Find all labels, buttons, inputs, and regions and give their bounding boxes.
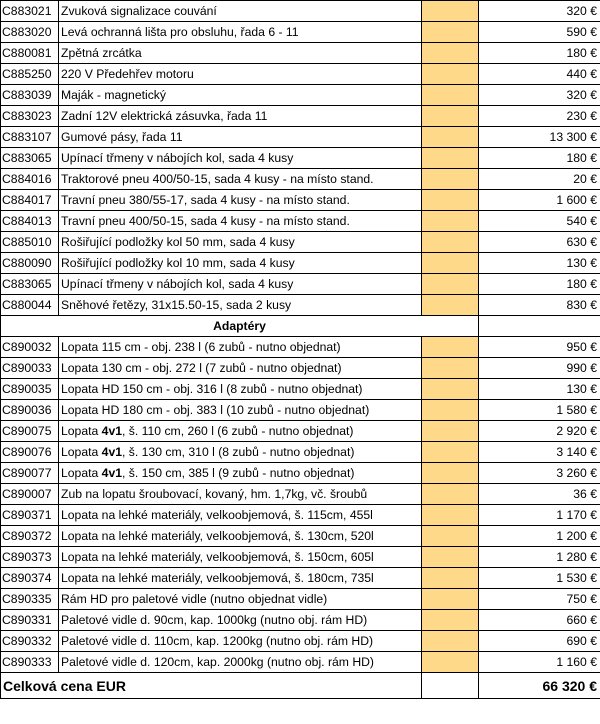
table-row xyxy=(1,190,600,211)
item-description: Zpětná zrcátka xyxy=(59,43,422,64)
table-row xyxy=(1,652,600,673)
section-row xyxy=(1,316,600,337)
table-row xyxy=(1,337,600,358)
item-description: Lopata na lehké materiály, velkoobjemová, š. 130cm, 520l xyxy=(59,526,422,547)
item-code: C883065 xyxy=(1,148,59,169)
item-code: C883021 xyxy=(1,1,59,22)
quantity-cell[interactable] xyxy=(422,169,479,190)
item-code: C890374 xyxy=(1,568,59,589)
item-code: C884017 xyxy=(1,190,59,211)
item-code: C890335 xyxy=(1,589,59,610)
table-row xyxy=(1,1,600,22)
item-description: Zadní 12V elektrická zásuvka, řada 11 xyxy=(59,106,422,127)
table-row xyxy=(1,127,600,148)
item-price: 36 € xyxy=(479,484,600,505)
item-description-suffix: , š. 150 cm, 385 l (9 zubů - nutno objednat) xyxy=(122,466,355,480)
table-row xyxy=(1,547,600,568)
table-row xyxy=(1,295,600,316)
item-description-bold: 4v1 xyxy=(101,424,123,438)
item-code: C883023 xyxy=(1,106,59,127)
table-row xyxy=(1,148,600,169)
item-description-prefix: Lopata xyxy=(61,466,102,480)
item-price: 130 € xyxy=(479,253,600,274)
item-price: 1 600 € xyxy=(479,190,600,211)
item-code: C880044 xyxy=(1,295,59,316)
item-price: 750 € xyxy=(479,589,600,610)
item-code: C884016 xyxy=(1,169,59,190)
table-row xyxy=(1,610,600,631)
quantity-cell[interactable] xyxy=(422,358,479,379)
adapters-list xyxy=(1,337,600,673)
quantity-cell[interactable] xyxy=(422,379,479,400)
item-price: 440 € xyxy=(479,64,600,85)
item-code: C880081 xyxy=(1,43,59,64)
table-row xyxy=(1,631,600,652)
item-description: Rám HD pro paletové vidle (nutno objednat vidle) xyxy=(59,589,422,610)
quantity-cell[interactable] xyxy=(422,400,479,421)
table-row xyxy=(1,421,600,442)
item-code: C883065 xyxy=(1,274,59,295)
total-row xyxy=(1,673,600,699)
item-description: Paletové vidle d. 90cm, kap. 1000kg (nutno obj. rám HD) xyxy=(59,610,422,631)
item-code: C890075 xyxy=(1,421,59,442)
item-description xyxy=(59,442,422,463)
item-price: 830 € xyxy=(479,295,600,316)
table-row xyxy=(1,22,600,43)
item-description-bold: 4v1 xyxy=(101,445,123,459)
item-code: C890036 xyxy=(1,400,59,421)
table-row xyxy=(1,232,600,253)
table-row xyxy=(1,568,600,589)
quantity-cell[interactable] xyxy=(422,64,479,85)
item-price: 3 260 € xyxy=(479,463,600,484)
item-price: 1 170 € xyxy=(479,505,600,526)
item-price: 630 € xyxy=(479,232,600,253)
item-price: 20 € xyxy=(479,169,600,190)
item-price: 1 530 € xyxy=(479,568,600,589)
item-price: 320 € xyxy=(479,1,600,22)
table-row xyxy=(1,400,600,421)
item-code: C883039 xyxy=(1,85,59,106)
quantity-cell[interactable] xyxy=(422,442,479,463)
table-row xyxy=(1,211,600,232)
item-price: 1 160 € xyxy=(479,652,600,673)
item-description-bold: 4v1 xyxy=(101,466,123,480)
table-row xyxy=(1,442,600,463)
quantity-cell[interactable] xyxy=(422,337,479,358)
item-description-suffix: , š. 110 cm, 260 l (6 zubů - nutno objednat) xyxy=(122,424,354,438)
item-code: C883020 xyxy=(1,22,59,43)
item-code: C890373 xyxy=(1,547,59,568)
item-description: Zvuková signalizace couvání xyxy=(59,1,422,22)
quantity-cell[interactable] xyxy=(422,274,479,295)
quantity-cell[interactable] xyxy=(422,253,479,274)
item-price: 230 € xyxy=(479,106,600,127)
quantity-cell[interactable] xyxy=(422,547,479,568)
item-price: 990 € xyxy=(479,358,600,379)
quantity-cell[interactable] xyxy=(422,421,479,442)
item-code: C890332 xyxy=(1,631,59,652)
quantity-cell[interactable] xyxy=(422,22,479,43)
item-description: Upínací třmeny v nábojích kol, sada 4 kusy xyxy=(59,274,422,295)
quantity-cell[interactable] xyxy=(422,295,479,316)
item-description-prefix: Lopata xyxy=(61,424,102,438)
item-price: 660 € xyxy=(479,610,600,631)
total-blank xyxy=(422,673,479,699)
table-row xyxy=(1,64,600,85)
table-row xyxy=(1,106,600,127)
table-row xyxy=(1,505,600,526)
item-price: 180 € xyxy=(479,274,600,295)
table-row xyxy=(1,589,600,610)
item-description: Sněhové řetězy, 31x15.50-15, sada 2 kusy xyxy=(59,295,422,316)
item-price: 13 300 € xyxy=(479,127,600,148)
quantity-cell[interactable] xyxy=(422,463,479,484)
item-price: 540 € xyxy=(479,211,600,232)
quantity-cell[interactable] xyxy=(422,652,479,673)
quantity-cell[interactable] xyxy=(422,148,479,169)
item-price: 2 920 € xyxy=(479,421,600,442)
quantity-cell[interactable] xyxy=(422,610,479,631)
quantity-cell[interactable] xyxy=(422,85,479,106)
table-row xyxy=(1,526,600,547)
item-price: 950 € xyxy=(479,337,600,358)
item-description: Levá ochranná lišta pro obsluhu, řada 6 - 11 xyxy=(59,22,422,43)
quantity-cell[interactable] xyxy=(422,127,479,148)
item-code: C890032 xyxy=(1,337,59,358)
table-row xyxy=(1,379,600,400)
item-code: C885010 xyxy=(1,232,59,253)
item-description: Travní pneu 400/50-15, sada 4 kusy - na místo stand. xyxy=(59,211,422,232)
item-description: Gumové pásy, řada 11 xyxy=(59,127,422,148)
item-description: Lopata na lehké materiály, velkoobjemová, š. 180cm, 735l xyxy=(59,568,422,589)
item-code: C890007 xyxy=(1,484,59,505)
quantity-cell[interactable] xyxy=(422,1,479,22)
section-title: Adaptéry xyxy=(1,316,479,337)
quantity-cell[interactable] xyxy=(422,43,479,64)
table-row xyxy=(1,274,600,295)
item-description: Lopata HD 180 cm - obj. 383 l (10 zubů - nutno objednat) xyxy=(59,400,422,421)
total-section xyxy=(1,673,600,699)
item-description: Paletové vidle d. 110cm, kap. 1200kg (nutno obj. rám HD) xyxy=(59,631,422,652)
quantity-cell[interactable] xyxy=(422,190,479,211)
item-price: 180 € xyxy=(479,148,600,169)
item-description: Upínací třmeny v nábojích kol, sada 4 kusy xyxy=(59,148,422,169)
quantity-cell[interactable] xyxy=(422,631,479,652)
item-price: 3 140 € xyxy=(479,442,600,463)
quantity-cell[interactable] xyxy=(422,106,479,127)
item-description: Rošiřující podložky kol 50 mm, sada 4 kusy xyxy=(59,232,422,253)
section-blank xyxy=(479,316,600,337)
item-code: C890076 xyxy=(1,442,59,463)
section-header xyxy=(1,316,600,337)
table-row xyxy=(1,484,600,505)
item-description-prefix: Lopata xyxy=(61,445,102,459)
item-description: Lopata na lehké materiály, velkoobjemová, š. 115cm, 455l xyxy=(59,505,422,526)
quantity-cell[interactable] xyxy=(422,232,479,253)
item-price: 1 280 € xyxy=(479,547,600,568)
item-code: C890371 xyxy=(1,505,59,526)
quantity-cell[interactable] xyxy=(422,589,479,610)
item-code: C890077 xyxy=(1,463,59,484)
item-code: C885250 xyxy=(1,64,59,85)
table-row xyxy=(1,253,600,274)
item-description: Lopata 130 cm - obj. 272 l (7 zubů - nutno objednat) xyxy=(59,358,422,379)
item-code: C880090 xyxy=(1,253,59,274)
table-row xyxy=(1,85,600,106)
item-description xyxy=(59,421,422,442)
item-code: C890331 xyxy=(1,610,59,631)
item-code: C890372 xyxy=(1,526,59,547)
accessories-list xyxy=(1,1,600,316)
item-description: Lopata na lehké materiály, velkoobjemová, š. 150cm, 605l xyxy=(59,547,422,568)
quantity-cell[interactable] xyxy=(422,568,479,589)
item-description xyxy=(59,463,422,484)
item-price: 320 € xyxy=(479,85,600,106)
item-price: 690 € xyxy=(479,631,600,652)
table-row xyxy=(1,463,600,484)
item-price: 590 € xyxy=(479,22,600,43)
total-label: Celková cena EUR xyxy=(1,673,422,699)
item-description: Lopata HD 150 cm - obj. 316 l (8 zubů - nutno objednat) xyxy=(59,379,422,400)
item-code: C890035 xyxy=(1,379,59,400)
item-description: Rošiřující podložky kol 10 mm, sada 4 kusy xyxy=(59,253,422,274)
quantity-cell[interactable] xyxy=(422,211,479,232)
item-description: Lopata 115 cm - obj. 238 l (6 zubů - nutno objednat) xyxy=(59,337,422,358)
item-description: Paletové vidle d. 120cm, kap. 2000kg (nutno obj. rám HD) xyxy=(59,652,422,673)
item-price: 180 € xyxy=(479,43,600,64)
table-row xyxy=(1,43,600,64)
item-price: 1 580 € xyxy=(479,400,600,421)
quantity-cell[interactable] xyxy=(422,505,479,526)
item-price: 130 € xyxy=(479,379,600,400)
item-description: Maják - magnetický xyxy=(59,85,422,106)
item-description-suffix: , š. 130 cm, 310 l (8 zubů - nutno objednat) xyxy=(122,445,355,459)
item-price: 1 200 € xyxy=(479,526,600,547)
item-description: Traktorové pneu 400/50-15, sada 4 kusy - na místo stand. xyxy=(59,169,422,190)
item-code: C884013 xyxy=(1,211,59,232)
table-row xyxy=(1,358,600,379)
quantity-cell[interactable] xyxy=(422,484,479,505)
table-row xyxy=(1,169,600,190)
item-description: Travní pneu 380/55-17, sada 4 kusy - na místo stand. xyxy=(59,190,422,211)
item-description: 220 V Předehřev motoru xyxy=(59,64,422,85)
item-description: Zub na lopatu šroubovací, kovaný, hm. 1,7kg, vč. šroubů xyxy=(59,484,422,505)
item-code: C883107 xyxy=(1,127,59,148)
total-value: 66 320 € xyxy=(479,673,600,699)
item-code: C890033 xyxy=(1,358,59,379)
item-code: C890333 xyxy=(1,652,59,673)
quantity-cell[interactable] xyxy=(422,526,479,547)
